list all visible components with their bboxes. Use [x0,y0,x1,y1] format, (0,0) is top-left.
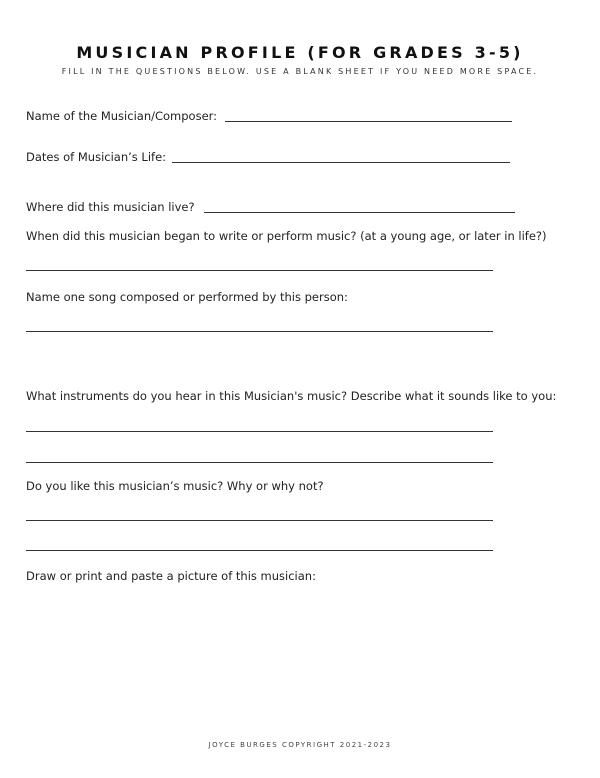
musician-song-label: Name one song composed or performed by this person: [26,290,348,304]
musician-live-field[interactable] [204,212,515,213]
musician-like-answer-line-1[interactable] [26,520,493,521]
musician-instruments-label: What instruments do you hear in this Musician's music? Describe what it sounds like to you: [26,389,557,403]
musician-instruments-answer-line-1[interactable] [26,431,493,432]
page-title: MUSICIAN PROFILE (FOR GRADES 3-5) [76,43,524,62]
musician-began-answer-line[interactable] [26,270,493,271]
musician-dates-field[interactable] [172,162,510,163]
musician-draw-label: Draw or print and paste a picture of this musician: [26,569,316,583]
musician-name-label: Name of the Musician/Composer: [26,109,218,123]
musician-like-label: Do you like this musician’s music? Why or why not? [26,479,324,493]
musician-song-answer-line[interactable] [26,331,493,332]
copyright-footer: JOYCE BURGES COPYRIGHT 2021-2023 [208,741,392,749]
page-subtitle: FILL IN THE QUESTIONS BELOW. USE A BLANK SHEET IF YOU NEED MORE SPACE. [61,67,539,76]
musician-picture-area[interactable] [26,590,574,720]
musician-live-label: Where did this musician live? [26,200,195,214]
musician-like-answer-line-2[interactable] [26,550,493,551]
musician-instruments-answer-line-2[interactable] [26,462,493,463]
musician-name-field[interactable] [225,121,512,122]
musician-began-label: When did this musician began to write or perform music? (at a young age, or later in life?) [26,229,547,243]
musician-dates-label: Dates of Musician’s Life: [26,150,167,164]
